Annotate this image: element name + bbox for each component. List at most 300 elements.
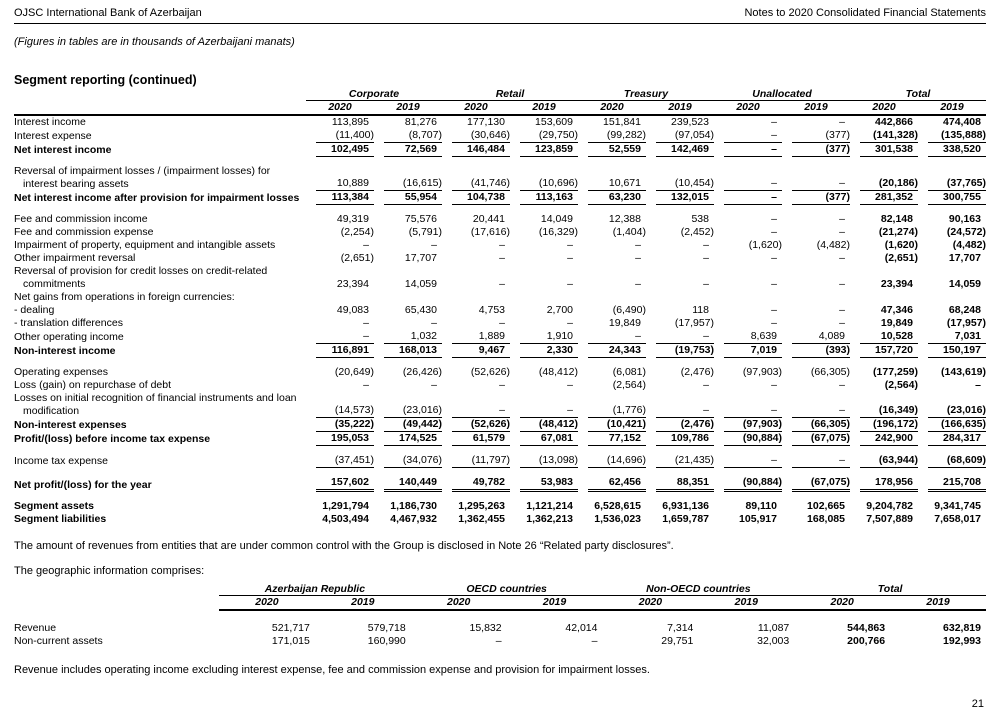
cell-value: – [703, 252, 709, 264]
cell-value: 157,720 [860, 344, 918, 358]
cell-value: 6,931,136 [662, 500, 709, 512]
cell-value: – [792, 177, 850, 191]
cell-value: 544,863 [847, 622, 886, 634]
cell-value: (14,573) [316, 404, 374, 418]
row-label: Non-current assets [14, 635, 103, 647]
value-cell [374, 500, 442, 513]
row-label: Profit/(loss) before income tax expense [14, 433, 211, 445]
header-spacer [14, 101, 306, 116]
year-header-row [14, 596, 986, 611]
value-cell [578, 418, 646, 432]
cell-value: 215,708 [928, 476, 986, 492]
value-cell [306, 418, 374, 432]
value-cell [714, 317, 782, 330]
row-label: Impairment of property, equipment and intangible assets [14, 239, 276, 251]
value-cell [306, 252, 374, 265]
cell-value: – [588, 330, 646, 344]
cell-value: 113,163 [520, 191, 578, 205]
table-row [14, 291, 986, 304]
spacer-cell [14, 610, 986, 622]
value-cell [374, 392, 442, 418]
value-cell [850, 432, 918, 446]
cell-value: – [431, 317, 437, 329]
value-cell [850, 213, 918, 226]
cell-value: 242,900 [860, 432, 918, 446]
row-label: Other impairment reversal [14, 252, 136, 264]
value-cell [698, 622, 794, 635]
value-cell [411, 635, 507, 648]
value-cell [510, 115, 578, 129]
value-cell [578, 500, 646, 513]
cell-value: 24,343 [588, 344, 646, 358]
value-cell [646, 392, 714, 418]
value-cell [306, 454, 374, 468]
cell-value: – [839, 116, 845, 128]
cell-value: (17,957) [674, 317, 714, 329]
cell-value: 4,089 [792, 330, 850, 344]
cell-value: (17,616) [470, 226, 510, 238]
cell-value: (23,016) [384, 404, 442, 418]
note-related-party: The amount of revenues from entities that are under common control with the Group is disclosed in Note 26 “Related party disclosures”. [14, 540, 674, 552]
cell-value: 32,003 [757, 635, 790, 647]
table-row [14, 392, 986, 418]
value-cell [646, 191, 714, 205]
value-cell [374, 476, 442, 492]
cell-value: 1,032 [384, 330, 442, 344]
value-cell [510, 226, 578, 239]
cell-value: – [703, 278, 709, 290]
value-cell [714, 330, 782, 344]
cell-value: 132,015 [656, 191, 714, 205]
value-cell [918, 432, 986, 446]
cell-value: – [839, 226, 845, 238]
cell-value: 10,889 [316, 177, 374, 191]
value-cell [578, 165, 646, 191]
value-cell [850, 454, 918, 468]
cell-value: (52,626) [452, 418, 510, 432]
cell-value: 9,467 [452, 344, 510, 358]
value-cell [714, 265, 782, 291]
cell-value: 19,849 [608, 317, 641, 329]
cell-value: (16,615) [384, 177, 442, 191]
cell-value: (48,412) [520, 418, 578, 432]
cell-value: 174,525 [384, 432, 442, 446]
table-row [14, 635, 986, 648]
value-cell [850, 476, 918, 492]
cell-value: 171,015 [271, 635, 310, 647]
value-cell [411, 622, 507, 635]
value-cell [442, 304, 510, 317]
value-cell [442, 239, 510, 252]
row-label: Loss (gain) on repurchase of debt [14, 379, 172, 391]
cell-value: 4,467,932 [390, 513, 437, 525]
cell-value: – [792, 404, 850, 418]
cell-value: 1,186,730 [390, 500, 437, 512]
cell-value: – [499, 252, 505, 264]
value-cell [918, 317, 986, 330]
cell-value: 7,031 [928, 330, 986, 344]
cell-value: (2,476) [680, 366, 714, 378]
value-cell [578, 454, 646, 468]
cell-value: – [567, 252, 573, 264]
value-cell [850, 392, 918, 418]
cell-value: 17,707 [948, 252, 981, 264]
cell-value: – [771, 252, 777, 264]
year-header: 2020 [306, 101, 374, 116]
value-cell [850, 191, 918, 205]
value-cell [306, 213, 374, 226]
row-label: Segment assets [14, 500, 94, 512]
value-cell [374, 115, 442, 129]
value-cell [782, 392, 850, 418]
value-cell [578, 392, 646, 418]
cell-value: – [567, 278, 573, 290]
value-cell [578, 265, 646, 291]
cell-value: (377) [792, 191, 850, 205]
year-header: 2019 [507, 596, 603, 611]
value-cell [442, 129, 510, 143]
value-cell [646, 239, 714, 252]
value-cell [782, 143, 850, 157]
cell-value: 67,081 [520, 432, 578, 446]
cell-value: (34,076) [384, 454, 442, 468]
value-cell [578, 304, 646, 317]
cell-value: – [499, 379, 505, 391]
value-cell [578, 115, 646, 129]
value-cell [850, 239, 918, 252]
cell-value: (1,620) [748, 239, 782, 251]
cell-value: 10,528 [860, 330, 918, 344]
value-cell [646, 129, 714, 143]
cell-value: (67,075) [792, 432, 850, 446]
cell-value: (97,903) [742, 366, 782, 378]
row-label: Losses on initial recognition of financial instruments and loan modification [14, 392, 297, 417]
cell-value: (66,305) [810, 366, 850, 378]
cell-value: – [839, 304, 845, 316]
section-title: Segment reporting (continued) [14, 73, 197, 87]
cell-value: 42,014 [565, 622, 598, 634]
value-cell [306, 317, 374, 330]
spacer-row [14, 205, 986, 213]
cell-value: 632,819 [943, 622, 981, 634]
value-cell [442, 317, 510, 330]
value-cell [578, 317, 646, 330]
row-label: Net interest income [14, 144, 112, 156]
cell-value: 49,319 [336, 213, 369, 225]
value-cell [374, 129, 442, 143]
value-cell [782, 165, 850, 191]
cell-value: (37,451) [316, 454, 374, 468]
value-cell [918, 115, 986, 129]
cell-value: – [724, 404, 782, 418]
value-cell [918, 226, 986, 239]
value-cell [714, 500, 782, 513]
value-cell [714, 226, 782, 239]
cell-value: – [975, 379, 981, 391]
value-cell [442, 392, 510, 418]
cell-value: 49,083 [336, 304, 369, 316]
value-cell [510, 454, 578, 468]
cell-value: – [771, 317, 777, 329]
value-cell [646, 513, 714, 526]
cell-value: 47,346 [880, 304, 913, 316]
table-row [14, 317, 986, 330]
year-header-row [14, 101, 986, 116]
value-cell [850, 265, 918, 291]
row-label: Reversal of impairment losses / (impairment losses) for interest bearing assets [14, 165, 271, 190]
table-row [14, 418, 986, 432]
value-cell [918, 191, 986, 205]
row-label: Segment liabilities [14, 513, 107, 525]
cell-value: 29,751 [661, 635, 694, 647]
value-cell [646, 454, 714, 468]
cell-value: – [771, 278, 777, 290]
value-cell [510, 252, 578, 265]
cell-value: 579,718 [367, 622, 406, 634]
value-cell [442, 500, 510, 513]
value-cell [794, 635, 890, 648]
cell-value: 81,276 [404, 116, 437, 128]
value-cell [714, 165, 782, 191]
cell-value: 195,053 [316, 432, 374, 446]
cell-value: 116,891 [316, 344, 374, 358]
cell-value: (6,490) [612, 304, 646, 316]
cell-value: 200,766 [847, 635, 886, 647]
year-header: 2019 [698, 596, 794, 611]
value-cell [374, 143, 442, 157]
value-cell [918, 513, 986, 526]
value-cell [306, 129, 374, 143]
bank-name: OJSC International Bank of Azerbaijan [14, 7, 202, 19]
cell-value: 104,738 [452, 191, 510, 205]
value-cell [782, 454, 850, 468]
value-cell [442, 213, 510, 226]
row-label: Revenue [14, 622, 57, 634]
row-label: Net profit/(loss) for the year [14, 479, 152, 491]
value-cell [918, 366, 986, 379]
cell-value: – [771, 116, 777, 128]
value-cell [578, 344, 646, 358]
value-cell [782, 330, 850, 344]
cell-value: 12,388 [608, 213, 641, 225]
row-label: Other operating income [14, 331, 124, 343]
value-cell [646, 252, 714, 265]
value-cell [374, 265, 442, 291]
cell-value: 146,484 [452, 143, 510, 157]
value-cell [578, 239, 646, 252]
cell-value: – [724, 177, 782, 191]
spacer-row [14, 492, 986, 500]
spacer-cell [14, 157, 986, 165]
value-cell [374, 366, 442, 379]
value-cell [507, 622, 603, 635]
cell-value: (166,635) [928, 418, 986, 432]
value-cell [578, 476, 646, 492]
cell-value: (10,454) [656, 177, 714, 191]
value-cell [578, 143, 646, 157]
value-cell [374, 191, 442, 205]
value-cell [442, 191, 510, 205]
value-cell [646, 500, 714, 513]
cell-value: 521,717 [271, 622, 310, 634]
group-header-row [14, 583, 986, 596]
cell-value: (29,750) [520, 129, 578, 143]
cell-value: – [431, 379, 437, 391]
cell-value: 1,295,263 [458, 500, 505, 512]
value-cell [646, 344, 714, 358]
value-cell [714, 213, 782, 226]
value-cell [646, 165, 714, 191]
cell-value: 177,130 [467, 116, 505, 128]
cell-value: 9,341,745 [934, 500, 981, 512]
value-cell [646, 265, 714, 291]
cell-value: (4,482) [816, 239, 850, 251]
cell-value: – [656, 404, 714, 418]
value-cell [782, 418, 850, 432]
cell-value: (19,753) [656, 344, 714, 358]
value-cell [510, 129, 578, 143]
value-cell [714, 392, 782, 418]
value-cell [306, 476, 374, 492]
cell-value: 8,639 [724, 330, 782, 344]
value-cell [714, 379, 782, 392]
cell-value: – [771, 379, 777, 391]
cell-value: (49,442) [384, 418, 442, 432]
cell-value: – [567, 379, 573, 391]
value-cell [442, 366, 510, 379]
year-header: 2020 [603, 596, 699, 611]
cell-value: (377) [792, 129, 850, 143]
cell-value: (11,797) [452, 454, 510, 468]
group-header: Total [794, 583, 986, 596]
value-cell [850, 226, 918, 239]
cell-value: (393) [792, 344, 850, 358]
value-cell [442, 379, 510, 392]
value-cell [578, 513, 646, 526]
table-row [14, 304, 986, 317]
geographic-information-table [14, 583, 986, 648]
value-cell [782, 191, 850, 205]
value-cell [306, 330, 374, 344]
spacer-row [14, 446, 986, 454]
table-row [14, 213, 986, 226]
year-header: 2020 [411, 596, 507, 611]
value-cell [442, 418, 510, 432]
cell-value: (5,791) [408, 226, 442, 238]
value-cell [442, 265, 510, 291]
value-cell [507, 635, 603, 648]
cell-value: 15,832 [469, 622, 502, 634]
value-cell [306, 191, 374, 205]
cell-value: – [591, 635, 598, 647]
value-cell [510, 213, 578, 226]
cell-value: (97,054) [656, 129, 714, 143]
cell-value: (99,282) [588, 129, 646, 143]
value-cell [646, 432, 714, 446]
cell-value: 300,755 [928, 191, 986, 205]
cell-value: 151,841 [603, 116, 641, 128]
value-cell [782, 317, 850, 330]
table-row [14, 500, 986, 513]
cell-value: 4,503,494 [322, 513, 369, 525]
cell-value: – [839, 379, 845, 391]
empty-cells [306, 291, 986, 304]
value-cell [782, 500, 850, 513]
cell-value: 6,528,615 [594, 500, 641, 512]
cell-value: (16,349) [860, 404, 918, 418]
value-cell [918, 165, 986, 191]
value-cell [714, 239, 782, 252]
year-header: 2020 [578, 101, 646, 116]
cell-value: 338,520 [928, 143, 986, 157]
cell-value: (17,957) [946, 317, 986, 329]
cell-value: (1,620) [884, 239, 918, 251]
spacer-row [14, 358, 986, 366]
value-cell [442, 454, 510, 468]
cell-value: 109,786 [656, 432, 714, 446]
cell-value: – [431, 239, 437, 251]
value-cell [918, 418, 986, 432]
value-cell [850, 366, 918, 379]
group-header: Retail [442, 88, 578, 101]
cell-value: (8,707) [384, 129, 442, 143]
value-cell [918, 454, 986, 468]
value-cell [510, 476, 578, 492]
year-header: 2020 [442, 101, 510, 116]
cell-value: 75,576 [404, 213, 437, 225]
value-cell [510, 500, 578, 513]
value-cell [374, 344, 442, 358]
value-cell [918, 143, 986, 157]
group-header-row [14, 88, 986, 101]
value-cell [510, 239, 578, 252]
value-cell [714, 304, 782, 317]
cell-value: (2,564) [884, 379, 918, 391]
value-cell [714, 191, 782, 205]
cell-value: (2,476) [656, 418, 714, 432]
value-cell [714, 366, 782, 379]
value-cell [850, 344, 918, 358]
value-cell [646, 366, 714, 379]
group-header: Corporate [306, 88, 442, 101]
table-row [14, 622, 986, 635]
value-cell [646, 379, 714, 392]
cell-value: 474,408 [943, 116, 981, 128]
value-cell [714, 418, 782, 432]
spacer-row [14, 468, 986, 476]
value-cell [510, 304, 578, 317]
value-cell [442, 476, 510, 492]
cell-value: (21,435) [656, 454, 714, 468]
row-label: Net gains from operations in foreign currencies: [14, 291, 235, 303]
value-cell [578, 191, 646, 205]
cell-value: – [792, 454, 850, 468]
cell-value: (177,259) [873, 366, 918, 378]
cell-value: (30,646) [452, 129, 510, 143]
cell-value: 538 [691, 213, 709, 225]
cell-value: – [656, 330, 714, 344]
value-cell [782, 129, 850, 143]
value-cell [698, 635, 794, 648]
value-cell [850, 330, 918, 344]
value-cell [442, 513, 510, 526]
cell-value: 14,049 [540, 213, 573, 225]
cell-value: 284,317 [928, 432, 986, 446]
year-header: 2019 [510, 101, 578, 116]
note-revenue-definition: Revenue includes operating income excluding interest expense, fee and commission expense and provision for impairment losses. [14, 664, 650, 676]
value-cell [918, 252, 986, 265]
value-cell [714, 252, 782, 265]
